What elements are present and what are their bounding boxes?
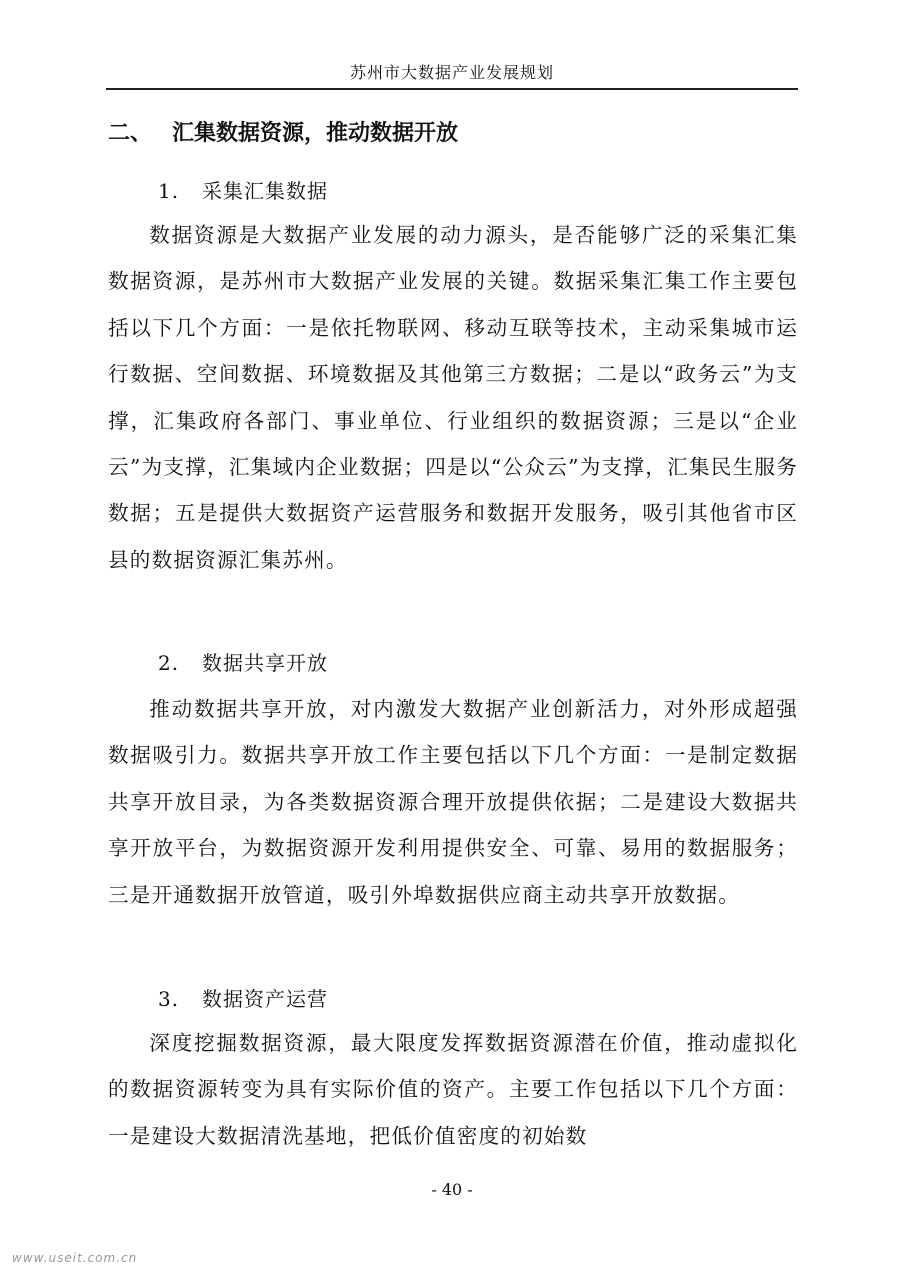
section-heading (108, 117, 798, 151)
running-header: 苏州市大数据产业发展规划 (349, 63, 554, 82)
section-number: 二、 (108, 121, 153, 146)
subsection-number: 1. (158, 179, 180, 203)
watermark: www.useit.com.cn (12, 1251, 138, 1265)
subsection-title: 数据共享开放 (202, 651, 328, 675)
header-divider (106, 88, 798, 90)
subsection-heading-3 (158, 982, 798, 1016)
subsection-heading-2 (158, 646, 798, 680)
page-number: - 40 - (431, 1180, 473, 1199)
section-title: 汇集数据资源，推动数据开放 (172, 121, 459, 146)
subsection-heading-1 (158, 174, 798, 208)
subsection-title: 数据资产运营 (202, 987, 328, 1011)
paragraph-data-collection: 数据资源是大数据产业发展的动力源头，是否能够广泛的采集汇集数据资源，是苏州市大数据产业发展的关键。数据采集汇集工作主要包括以下几个方面：一是依托物联网、移动互联等技术，主动采集城市运行数据、空间数据、环境数据及其他第三方数据；二是以“政务云”为支撑，汇集政府各部门、事业单位、行业组织的数据资源；三是以“企业云”为支撑，汇集域内企业数据；四是以“公众云”为支撑，汇集民生服务数据；五是提供大数据资产运营服务和数据开发服务，吸引其他省市区县的数据资源汇集苏州。 (108, 223, 798, 572)
subsection-number: 3. (158, 987, 180, 1011)
paragraph-data-assets: 深度挖掘数据资源，最大限度发挥数据资源潜在价值，推动虚拟化的数据资源转变为具有实际价值的资产。主要工作包括以下几个方面：一是建设大数据清洗基地，把低价值密度的初始数 (108, 1031, 798, 1148)
subsection-title: 采集汇集数据 (202, 179, 328, 203)
paragraph-data-sharing: 推动数据共享开放，对内激发大数据产业创新活力，对外形成超强数据吸引力。数据共享开放工作主要包括以下几个方面：一是制定数据共享开放目录，为各类数据资源合理开放提供依据；二是建设大数据共享开放平台，为数据资源开发利用提供安全、可靠、易用的数据服务；三是开通数据开放管道，吸引外埠数据供应商主动共享开放数据。 (108, 697, 798, 907)
subsection-number: 2. (158, 651, 180, 675)
